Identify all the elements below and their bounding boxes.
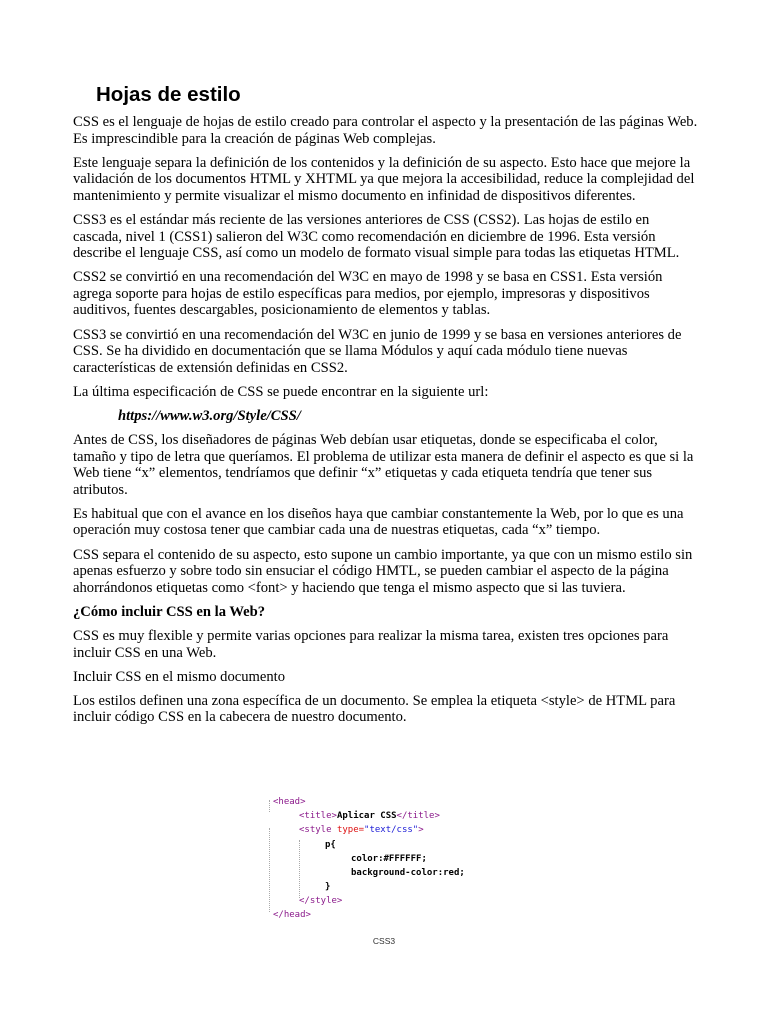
code-token: background-color:red;	[351, 868, 465, 878]
code-line	[325, 881, 330, 895]
code-line	[273, 796, 306, 810]
code-token: <title>	[299, 811, 337, 821]
paragraph: Incluir CSS en el mismo documento	[73, 668, 285, 685]
code-token: </head>	[273, 910, 311, 920]
paragraph: La última especificación de CSS se puede encontrar en la siguiente url:	[73, 383, 489, 400]
code-line	[299, 810, 440, 824]
code-line	[273, 909, 311, 923]
paragraph: Es habitual que con el avance en los diseños haya que cambiar constantemente la Web, por lo que es una operación muy costosa tener que cambiar cada una de nuestras etiquetas, cada “x” tiempo.	[73, 505, 684, 539]
paragraph: CSS es el lenguaje de hojas de estilo creado para controlar el aspecto y la presentación de las páginas Web. Es imprescindible para la creación de páginas Web complejas.	[73, 114, 698, 147]
indent-guide	[299, 840, 300, 898]
code-token: <style	[299, 825, 332, 835]
paragraph: Antes de CSS, los diseñadores de páginas Web debían usar etiquetas, donde se especificaba el color, tamaño y tipo de letra que queríamos. El problema de utilizar esta manera de definir el aspecto es que si la Web tiene “x” elementos, tendríamos que definir “x” etiquetas y cada etiqueta tendría que tener sus atributos.	[73, 432, 694, 498]
code-line	[351, 867, 465, 881]
code-line	[325, 839, 336, 853]
code-token: p{	[325, 840, 336, 850]
document-body	[73, 82, 698, 733]
paragraph: CSS separa el contenido de su aspecto, esto supone un cambio importante, ya que con un mismo estilo sin apenas esfuerzo y sobre todo sin ensuciar el código HMTL, se pueden cambiar el aspecto de la página ahorrándonos etiquetas como <font> y haciendo que tenga el mismo aspecto que si las tuviera.	[73, 546, 693, 596]
code-token: >	[418, 825, 424, 835]
url-link[interactable]: https://www.w3.org/Style/CSS/	[118, 407, 301, 424]
paragraph: Este lenguaje separa la definición de los contenidos y la definición de su aspecto. Esto hace que mejore la validación de los documentos HTML y XHTML ya que mejora la accesibilidad, reduce la complejidad del mantenimiento y permite visualizar el mismo documento en infinidad de dispositivos diferentes.	[73, 154, 695, 204]
code-token: <head>	[273, 797, 306, 807]
paragraph: CSS3 se convirtió en una recomendación del W3C en junio de 1999 y se basa en versiones anteriores de CSS. Se ha dividido en documentación que se llama Módulos y aquí cada módulo tiene nuevas características de extensión definidas en CSS2.	[73, 326, 682, 376]
code-token: </style>	[299, 896, 343, 906]
fold-guide	[269, 800, 270, 812]
page-title: Hojas de estilo	[96, 83, 241, 106]
code-token: Aplicar CSS	[336, 811, 397, 821]
fold-guide	[269, 828, 270, 912]
section-heading: ¿Cómo incluir CSS en la Web?	[73, 603, 266, 620]
code-token: type=	[336, 825, 365, 835]
paragraph: CSS es muy flexible y permite varias opciones para realizar la misma tarea, existen tres opciones para incluir CSS en una Web.	[73, 627, 669, 661]
paragraph: CSS2 se convirtió en una recomendación del W3C en mayo de 1998 y se basa en CSS1. Esta versión agrega soporte para hojas de estilo específicas para medios, por ejemplo, impresoras y dispositivos auditivos, fuentes descargables, posicionamiento de elementos y tablas.	[73, 269, 663, 319]
code-line	[299, 895, 342, 909]
code-token: }	[325, 882, 331, 892]
code-token: color:#FFFFFF;	[351, 854, 427, 864]
code-line	[351, 853, 427, 867]
code-token: </title>	[396, 811, 440, 821]
code-token: "text/css"	[364, 825, 419, 835]
paragraph: CSS3 es el estándar más reciente de las versiones anteriores de CSS (CSS2). Las hojas de estilo en cascada, nivel 1 (CSS1) salieron del W3C como recomendación en diciembre de 1996. Esta versión describe el lenguaje CSS, así como un modelo de formato visual simple para todas las etiquetas HTML.	[73, 211, 680, 262]
code-screenshot	[267, 796, 507, 924]
image-caption: CSS3	[372, 936, 396, 946]
paragraph: Los estilos definen una zona específica de un documento. Se emplea la etiqueta <style> de HTML para incluir código CSS en la cabecera de nuestro documento.	[73, 692, 676, 726]
code-line	[299, 824, 424, 838]
